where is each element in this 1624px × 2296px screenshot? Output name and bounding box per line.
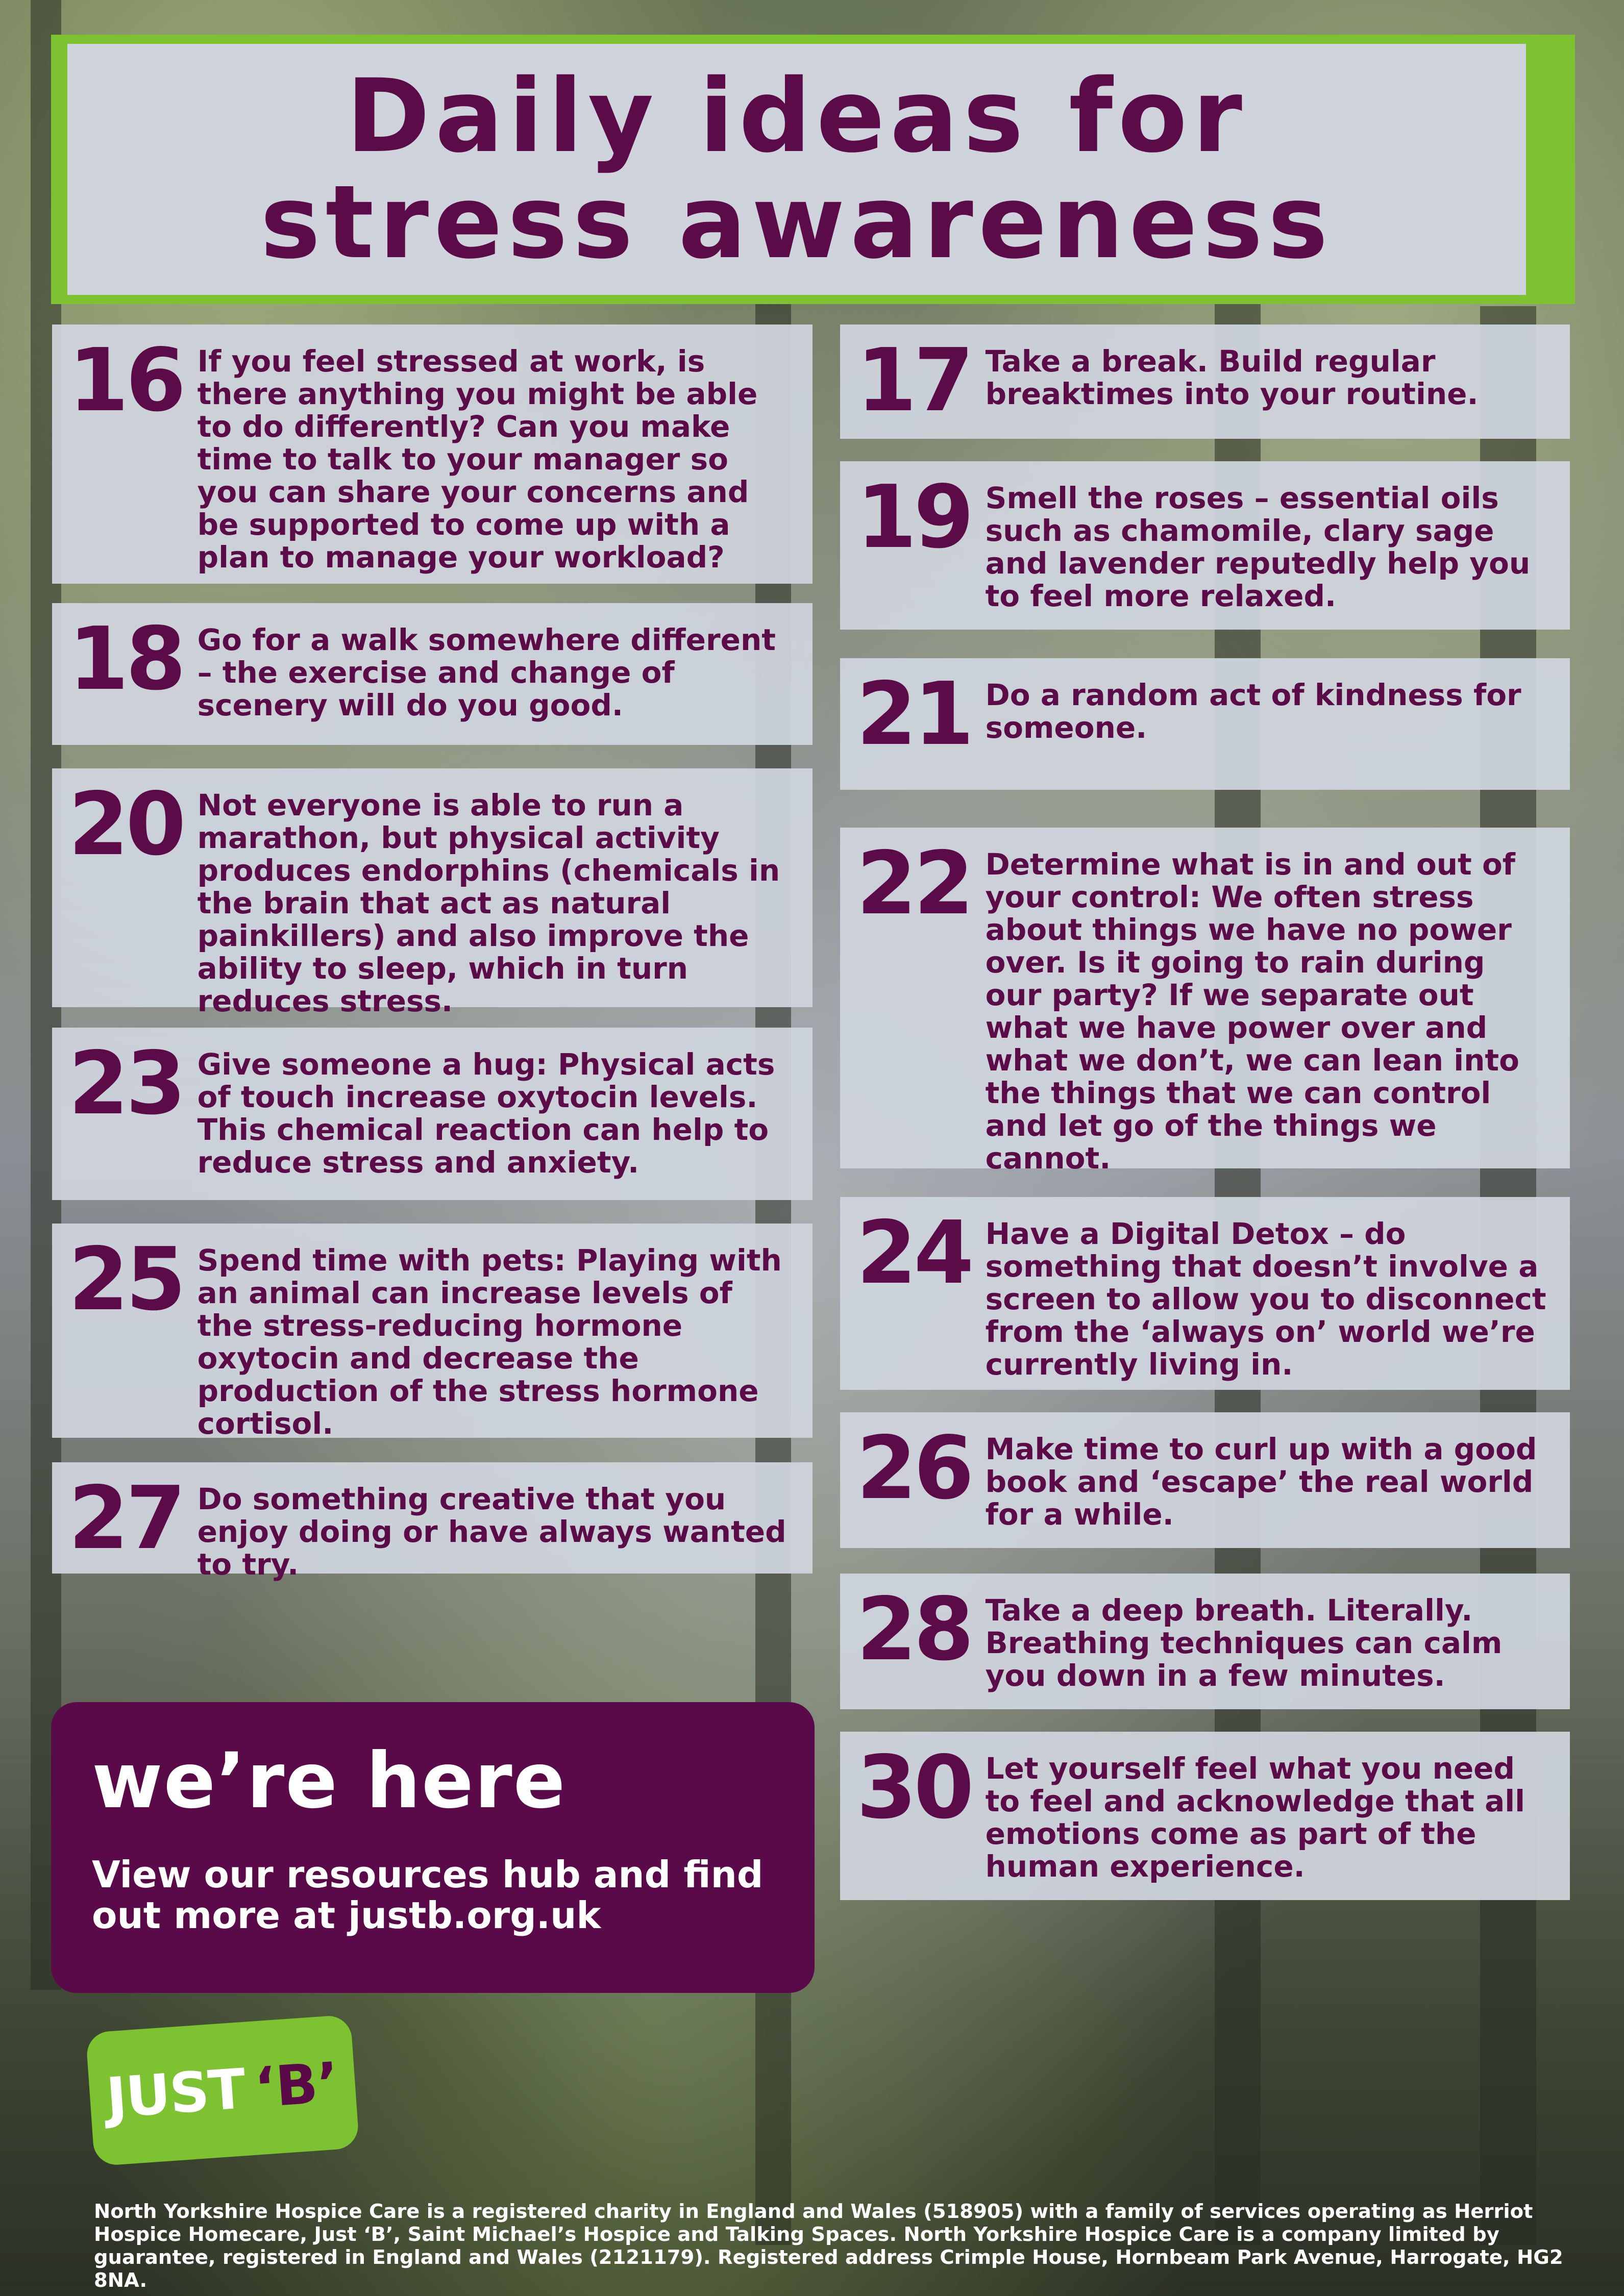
page-title-line-2: stress awareness — [260, 163, 1334, 281]
idea-number: 28 — [856, 1579, 971, 1680]
idea-card-21 — [840, 658, 1570, 790]
idea-text: Let yourself feel what you need to feel and acknowledge that all emotions come as part of the human experience. — [985, 1751, 1525, 1884]
idea-text: Take a deep breath. Literally. Breathing techniques can calm you down in a few minutes. — [985, 1593, 1503, 1693]
idea-number: 17 — [856, 330, 971, 431]
idea-number: 26 — [856, 1418, 971, 1519]
idea-text: Not everyone is able to run a marathon, but physical activity produces endorphins (chemicals in the brain that act as natural painkillers) and also improve the ability to sleep, which in turn reduces stress. — [197, 788, 780, 1018]
idea-number: 23 — [68, 1033, 183, 1134]
idea-card-27 — [52, 1462, 813, 1582]
idea-card-25 — [52, 1224, 813, 1441]
idea-text: If you feel stressed at work, is there anything you might be able to do differently? Can you make time to talk to your manager so you can share your concerns and be supported to come up with a plan to manage your workload? — [197, 344, 758, 575]
page-title-line-1: Daily ideas for — [346, 57, 1247, 176]
idea-number: 30 — [856, 1737, 971, 1838]
idea-text: Do something creative that you enjoy doing or have always wanted to try. — [197, 1482, 786, 1582]
idea-card-24 — [840, 1197, 1570, 1390]
idea-number: 25 — [68, 1229, 183, 1330]
idea-card-16 — [52, 325, 813, 584]
idea-number: 20 — [68, 774, 183, 875]
idea-number: 21 — [856, 664, 971, 765]
idea-number: 19 — [856, 467, 971, 568]
charity-footer-text: North Yorkshire Hospice Care is a registered charity in England and Wales (518905) with a family of services operating as Herriot Hospice Homecare, Just ‘B’, Saint Michael’s Hospice and Talking Spaces. North Yorkshire Hospice Care is a company limited by guarantee, registered in England and Wales (2121179). Registered address Crimple House, Hornbeam Park Avenue, Harrogate, HG2 8NA. — [94, 2200, 1563, 2292]
idea-text: Take a break. Build regular breaktimes into your routine. — [985, 344, 1479, 411]
logo-letter: ‘B’ — [252, 2050, 341, 2120]
idea-card-18 — [52, 603, 813, 745]
idea-card-20 — [52, 768, 813, 1018]
idea-card-28 — [840, 1574, 1570, 1709]
idea-number: 16 — [68, 330, 183, 431]
idea-text: Go for a walk somewhere different – the exercise and change of scenery will do you good. — [197, 622, 776, 722]
idea-text: Determine what is in and out of your control: We often stress about things we have no power over. Is it going to rain during our party? If we separate out what we have power over and what we don’t, we can lean into the things that we can control and let go of the things we cannot. — [985, 847, 1519, 1176]
idea-number: 27 — [68, 1468, 183, 1569]
idea-number: 18 — [68, 609, 183, 710]
idea-card-23 — [52, 1028, 813, 1200]
resources-link-text[interactable]: View our resources hub and find out more at justb.org.uk — [92, 1853, 764, 1937]
idea-card-22 — [840, 828, 1570, 1176]
idea-card-19 — [840, 461, 1570, 630]
idea-number: 24 — [856, 1203, 971, 1304]
idea-text: Make time to curl up with a good book and ‘escape’ the real world for a while. — [985, 1432, 1537, 1532]
just-b-logo — [85, 2014, 359, 2166]
idea-card-26 — [840, 1412, 1570, 1548]
header-panel — [67, 44, 1526, 295]
logo-word: JUST — [104, 2057, 247, 2131]
idea-number: 22 — [856, 833, 971, 934]
idea-text: Smell the roses – essential oils such as chamomile, clary sage and lavender reputedly help you to feel more relaxed. — [985, 481, 1531, 613]
idea-text: Spend time with pets: Playing with an animal can increase levels of the stress-reducing hormone oxytocin and decrease the production of the stress hormone cortisol. — [197, 1243, 782, 1441]
idea-card-17 — [840, 325, 1570, 439]
idea-text: Do a random act of kindness for someone. — [985, 678, 1521, 745]
callout-title: we’re here — [92, 1737, 567, 1826]
resources-callout — [51, 1702, 815, 1993]
idea-card-30 — [840, 1732, 1570, 1900]
idea-text: Give someone a hug: Physical acts of touch increase oxytocin levels. This chemical reaction can help to reduce stress and anxiety. — [197, 1047, 775, 1180]
idea-text: Have a Digital Detox – do something that doesn’t involve a screen to allow you to disconnect from the ‘always on’ world we’re currently living in. — [985, 1216, 1546, 1382]
